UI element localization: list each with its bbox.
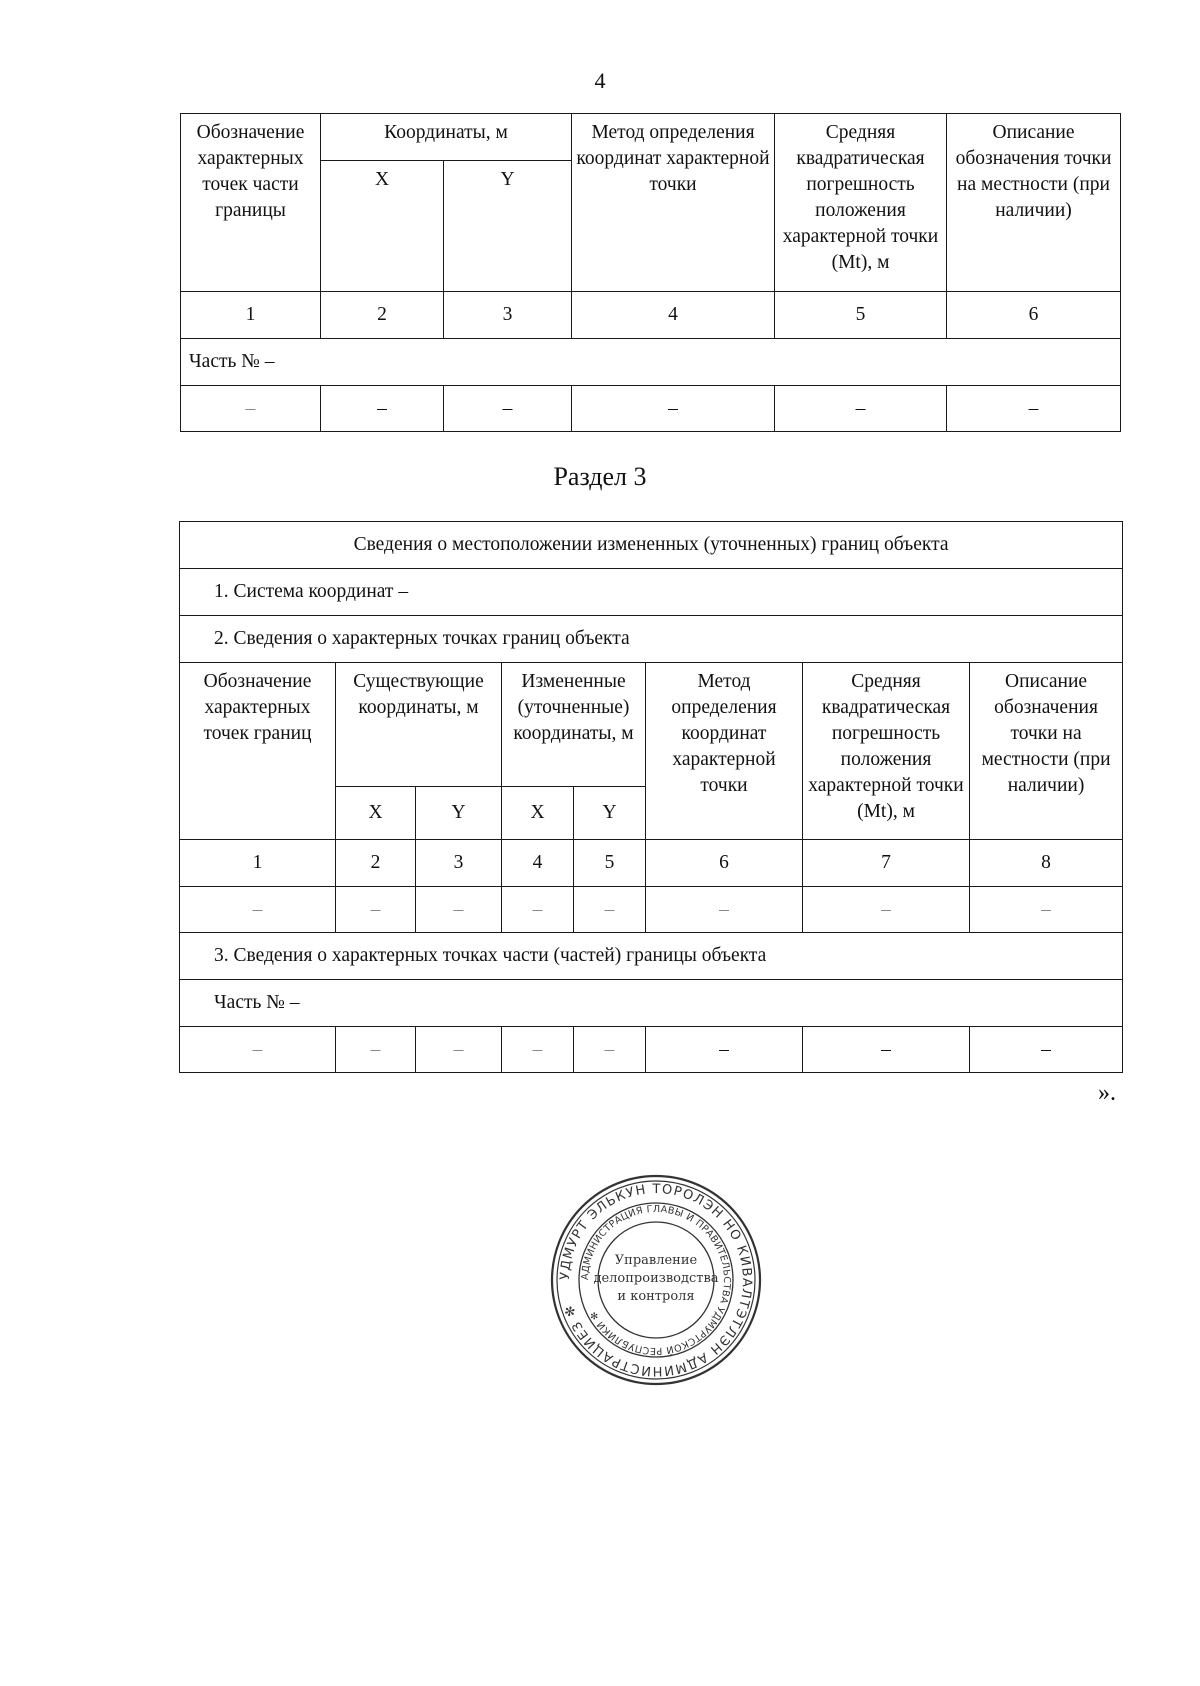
empty-cell: –	[502, 887, 574, 933]
column-number: 3	[416, 840, 502, 887]
empty-cell: –	[574, 1027, 646, 1073]
seal-outer-text: УДМУРТ ЭЛЬКУН ТОРОЛЭН НО КИВАЛТЭТЛЭН АДМИНИСТРАЦИЕЗ ✻	[557, 1181, 755, 1379]
header-description: Описание обозначения точки на местности (при наличии)	[970, 663, 1123, 840]
official-seal	[548, 1172, 764, 1388]
column-number: 1	[180, 840, 336, 887]
column-number: 2	[336, 840, 416, 887]
header-x: X	[502, 787, 574, 840]
table-row	[181, 386, 1121, 432]
header-x: X	[336, 787, 416, 840]
column-number: 6	[947, 292, 1121, 339]
column-number: 6	[646, 840, 803, 887]
closing-quote: ».	[1098, 1080, 1116, 1106]
seal-stamp-icon	[548, 1172, 764, 1388]
coordinate-system-line: 1. Система координат –	[180, 569, 1123, 616]
empty-cell: –	[336, 1027, 416, 1073]
header-y: Y	[444, 161, 572, 292]
points-info-line: 2. Сведения о характерных точках границ объекта	[180, 616, 1123, 663]
seal-inner-text: АДМИНИСТРАЦИЯ ГЛАВЫ И ПРАВИТЕЛЬСТВА УДМУРТСКОЙ РЕСПУБЛИКИ ✻	[579, 1203, 733, 1357]
empty-cell: –	[572, 386, 775, 432]
part-points-table	[180, 113, 1121, 432]
boundary-points-table	[179, 521, 1123, 1073]
empty-cell: –	[947, 386, 1121, 432]
empty-cell: –	[970, 1027, 1123, 1073]
header-x: X	[321, 161, 444, 292]
table-row	[180, 1027, 1123, 1073]
column-number: 2	[321, 292, 444, 339]
column-number-row	[180, 840, 1123, 887]
empty-cell: –	[321, 386, 444, 432]
column-number: 4	[502, 840, 574, 887]
column-number: 1	[181, 292, 321, 339]
empty-cell: –	[803, 887, 970, 933]
column-number-row	[181, 292, 1121, 339]
header-existing-coordinates: Существующие координаты, м	[336, 663, 502, 787]
empty-cell: –	[502, 1027, 574, 1073]
section-title: Раздел 3	[553, 462, 647, 491]
header-changed-coordinates: Измененные (уточненные) координаты, м	[502, 663, 646, 787]
header-coordinates: Координаты, м	[321, 114, 572, 161]
column-number: 5	[574, 840, 646, 887]
header-error: Средняя квадратическая погрешность положения характерной точки (Mt), м	[803, 663, 970, 840]
seal-center-line1: Управление	[614, 1253, 698, 1268]
header-description: Описание обозначения точки на местности (при наличии)	[947, 114, 1121, 292]
page-number: 4	[594, 68, 606, 93]
header-method: Метод определения координат характерной точки	[572, 114, 775, 292]
empty-cell: –	[416, 887, 502, 933]
header-y: Y	[416, 787, 502, 840]
header-designation: Обозначение характерных точек части границы	[181, 114, 321, 292]
column-number: 5	[775, 292, 947, 339]
column-number: 4	[572, 292, 775, 339]
empty-cell: –	[416, 1027, 502, 1073]
column-number: 7	[803, 840, 970, 887]
empty-cell: –	[180, 887, 336, 933]
header-error: Средняя квадратическая погрешность положения характерной точки (Mt), м	[775, 114, 947, 292]
seal-center-line3: и контроля	[617, 1289, 695, 1304]
empty-cell: –	[970, 887, 1123, 933]
empty-cell: –	[646, 887, 803, 933]
empty-cell: –	[775, 386, 947, 432]
header-method: Метод определения координат характерной точки	[646, 663, 803, 840]
table-title: Сведения о местоположении измененных (уточненных) границ объекта	[180, 522, 1123, 569]
empty-cell: –	[180, 1027, 336, 1073]
seal-center-line2: делопроизводства	[593, 1271, 719, 1286]
empty-cell: –	[181, 386, 321, 432]
column-number: 3	[444, 292, 572, 339]
part-points-info-line: 3. Сведения о характерных точках части (частей) границы объекта	[180, 933, 1123, 980]
part-label: Часть № –	[180, 980, 1123, 1027]
header-designation: Обозначение характерных точек границ	[180, 663, 336, 840]
empty-cell: –	[336, 887, 416, 933]
part-label: Часть № –	[181, 339, 1121, 386]
table-row	[180, 887, 1123, 933]
empty-cell: –	[646, 1027, 803, 1073]
empty-cell: –	[444, 386, 572, 432]
header-y: Y	[574, 787, 646, 840]
empty-cell: –	[803, 1027, 970, 1073]
column-number: 8	[970, 840, 1123, 887]
empty-cell: –	[574, 887, 646, 933]
